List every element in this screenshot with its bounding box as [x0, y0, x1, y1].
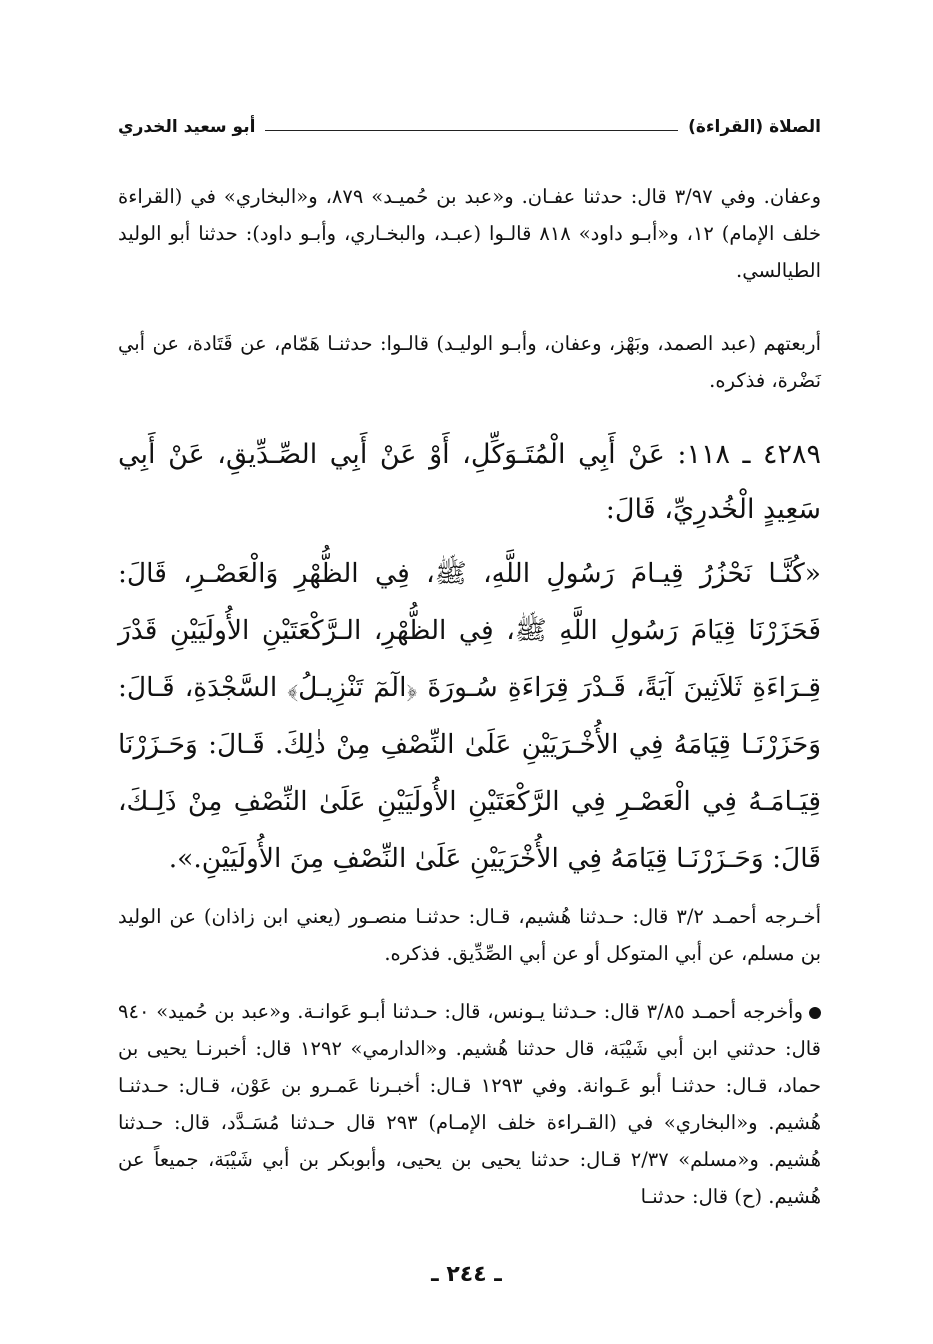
bullet-icon	[809, 1007, 821, 1019]
paragraph-chain-summary: أربعتهم (عبد الصمد، وبَهْز، وعفان، وأبـو الوليـد) قالـوا: حدثنـا هَمّام، عن قَتَادة، عن أبي نَضْرة، فذكره.	[118, 332, 821, 392]
hadith-text: «كُنَّـا نَحْزُرُ قِيـامَ رَسُولِ اللَّهِ، ﷺ، فِي الظُّهْرِ وَالْعَصْـرِ، قَالَ: فَحَزَرْنَا قِيَامَ رَسُولِ اللَّهِ ﷺ، فِي الظُّهْرِ، الـرَّكْعَتَيْنِ الأُولَيَيْنِ قَدْرَ قِـرَاءَةِ ثَلاَثِينَ آيَةً، قَـدْرَ قِرَاءَةِ سُـورَةَ ﴿الٓمٓ تَنْزِيـلُ﴾ السَّجْدَةِ، قَـالَ: وَحَزَرْنَـا قِيَامَهُ فِي الأُخْـرَيَيْنِ عَلَىٰ النِّصْفِ مِنْ ذٰلِكَ. قَـالَ: وَحَـزَرْنَا قِيَـامَـهُ فِي الْعَصْـرِ فِي الرَّكْعَتَيْنِ الأُولَيَيْنِ عَلَىٰ النِّصْفِ مِنْ ذَلِـكَ، قَالَ: وَحَـزَرْنَـا قِيَامَهُ فِي الأُخْرَيَيْنِ عَلَىٰ النِّصْفِ مِنَ الأُولَيَيْنِ.».	[118, 558, 821, 874]
hadith-heading: ٤٢٨٩ ـ ١١٨: عَنْ أَبِي الْمُتَـوَكِّلِ، أَوْ عَنْ أَبِي الصِّـدِّيقِ، عَنْ أَبِي سَعِيدٍ الْخُدرِيِّ، قَالَ:	[118, 439, 822, 525]
page-number: ـ ٢٤٤ ـ	[431, 1262, 502, 1287]
header-chapter-title: الصلاة (القراءة)	[688, 117, 821, 137]
paragraph-sources-continued: وعفان. وفي ٣/٩٧ قال: حدثنا عفـان. و«عبد بن حُميـد» ٨٧٩، و«البخاري» في (القراءة خلف الإمام) ١٢، و«أبـو داود» ٨١٨ قالـوا (عبـد، والبخـاري، وأبـو داود): حدثنا أبو الوليد الطيالسي.	[118, 185, 822, 282]
paragraph-takhrij-ahmad: أخـرجه أحمـد ٣/٢ قال: حـدثنا هُشيم، قـال: حدثنـا منصـور (يعني ابن زاذان) عن الوليد بن مسلم، عن أبي المتوكل أو عن أبي الصِّدِّيق. فذكره.	[118, 905, 822, 965]
header-rule	[265, 130, 678, 131]
header-companion-name: أبو سعيد الخدري	[118, 117, 256, 137]
running-header	[118, 112, 821, 142]
paragraph-takhrij-others-text: وأخرجه أحمـد ٣/٨٥ قال: حـدثنا يـونس، قال: حـدثنا أبـو عَوانـة. و«عبد بن حُميد» ٩٤٠ قال: حدثني ابن أبي شَيْبَة، قال حدثنا هُشيم. و«الدارمي» ١٢٩٢ قال: أخبرنـا يحيى بن حماد، قـال: حدثنـا أبو عَـوانة. وفي ١٢٩٣ قـال: أخبـرنا عَمـرو بن عَوْن، قـال: حـدثنـا هُشيم. و«البخاري» في (القـراءة خلف الإمـام) ٢٩٣ قال حـدثنا مُسَـدَّد، قال: حـدثنا هُشيم. و«مسلم» ٢/٣٧ قـال: حدثنا يحيى بن يحيى، وأبوبكر بن أبي شَيْبَة، جميعاً عن هُشيم. (ح) قال: حدثنـا	[118, 1000, 822, 1208]
paragraph-takhrij-others	[118, 993, 821, 1215]
